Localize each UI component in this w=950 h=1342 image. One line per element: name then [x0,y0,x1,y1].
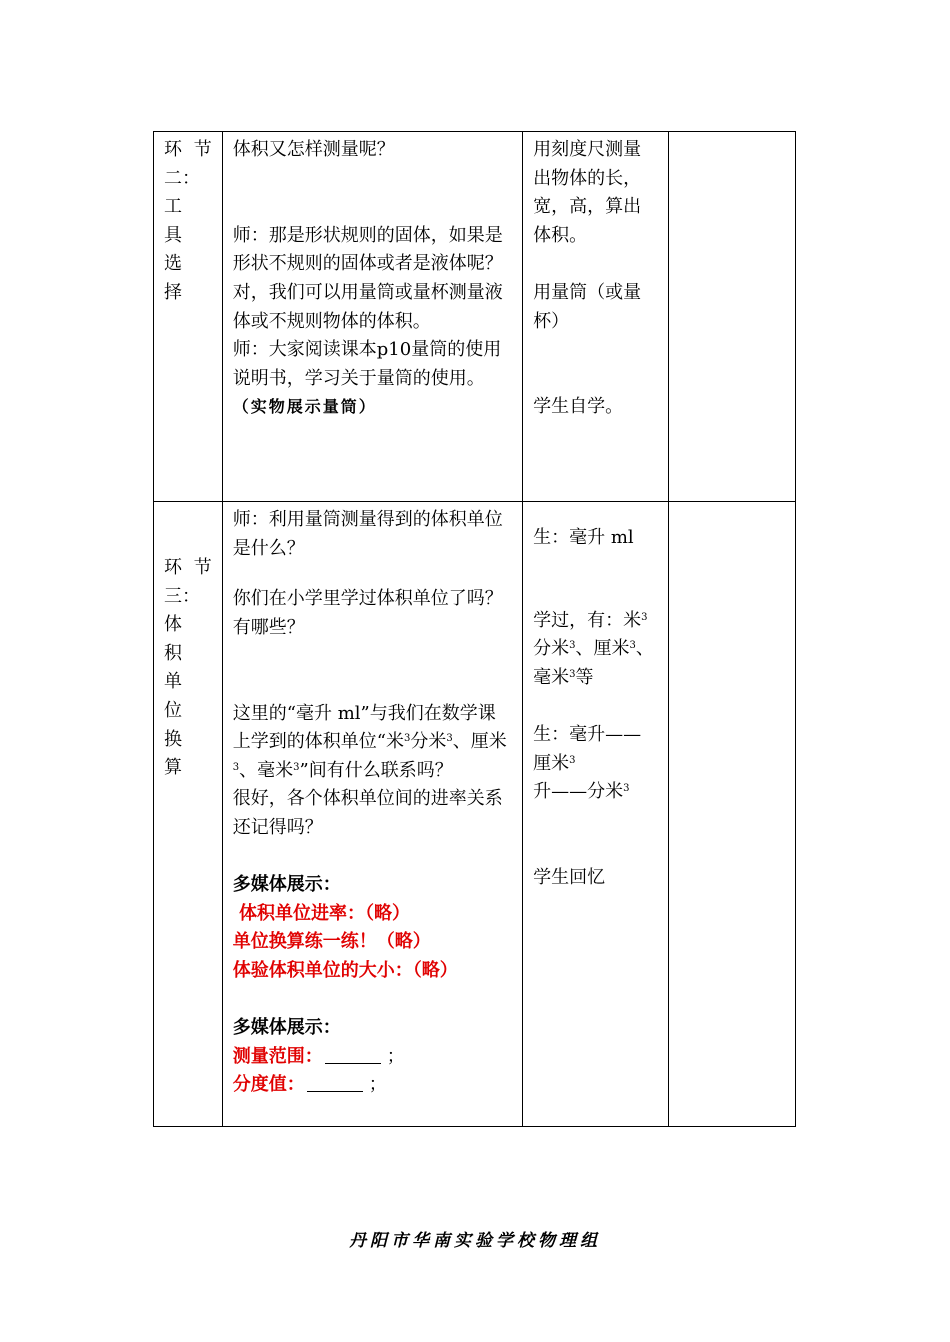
stage-char: 位 [164,699,182,721]
measure-range-line: 测量范围： ； [232,1045,405,1067]
stage-char: 单 [164,671,182,693]
student-activity-cell [523,132,669,502]
teacher-activity-cell [222,502,522,1127]
stage-label-right: 节 [193,139,212,160]
division-value-line: 分度值： ； [232,1074,387,1096]
student-text: 生：毫升——厘米$^3$ 升——分米$^3$ [533,723,642,803]
stage-char: 三： [164,585,200,607]
student-text: 学生回忆 [533,866,606,888]
teacher-question: 很好，各个体积单位间的进率关系还记得吗？ [232,788,503,838]
notes-cell [668,132,795,502]
table-row [154,502,796,1127]
stage-char: 换 [164,728,182,750]
multimedia-heading: 多媒体展示： [232,874,341,896]
lesson-plan-table [153,131,796,1127]
stage-char: 具 [164,224,182,246]
stage-char: 积 [164,642,182,664]
teacher-text: 对，我们可以用量筒或量杯测量液体或不规则物体的体积。 [232,281,503,332]
stage-label-left: 环 [164,557,182,578]
teacher-text: 师：大家阅读课本p10量筒的使用说明书，学习关于量筒的使用。 [232,339,502,389]
student-text: 用刻度尺测量出物体的长，宽，高，算出体积。 [533,139,642,246]
stage-cell [154,132,223,502]
stage-label-right: 节 [193,557,212,578]
teacher-text: 师：那是形状规则的固体，如果是形状不规则的固体或者是液体呢？ [232,224,503,275]
table-row [154,132,796,502]
notes-cell [668,502,795,1127]
stage-label-left: 环 [164,139,182,160]
stage-char: 择 [164,281,182,303]
student-text: 学生自学。 [533,396,624,418]
stage-char: 算 [164,757,182,779]
stage-char: 二： [164,167,200,189]
page-footer: 丹阳市华南实验学校物理组 [349,1231,601,1251]
student-activity-cell [523,502,669,1127]
stage-cell [154,502,223,1127]
multimedia-item: 体验体积单位的大小：（略） [232,959,458,981]
student-text: 用量筒（或量杯） [533,281,642,332]
multimedia-heading: 多媒体展示： [232,1017,341,1039]
teacher-activity-cell [222,132,522,502]
teacher-question: 这里的“毫升 ml”与我们在数学课上学到的体积单位“米$^3$分米$^3$、厘米$^3$、毫米$^3$”间有什么联系吗？ [232,702,507,781]
stage-char: 选 [164,253,182,275]
teacher-question: 师：利用量筒测量得到的体积单位是什么？ [232,509,503,559]
teacher-question: 体积又怎样测量呢？ [232,139,395,160]
teacher-question: 你们在小学里学过体积单位了吗？有哪些？ [232,588,503,638]
stage-char: 工 [164,196,182,218]
student-text: 生：毫升 ml [533,527,634,548]
demo-note: （实物展示量筒） [232,397,377,417]
blank-line [307,1073,363,1092]
stage-char: 体 [164,614,182,636]
student-text: 学过，有：米$^3$ 分米$^3$、厘米$^3$、 毫米$^3$等 [533,609,654,688]
multimedia-item: 体积单位进率：（略） [232,902,411,924]
multimedia-item: 单位换算练一练！（略） [232,931,431,953]
blank-line [325,1045,381,1064]
